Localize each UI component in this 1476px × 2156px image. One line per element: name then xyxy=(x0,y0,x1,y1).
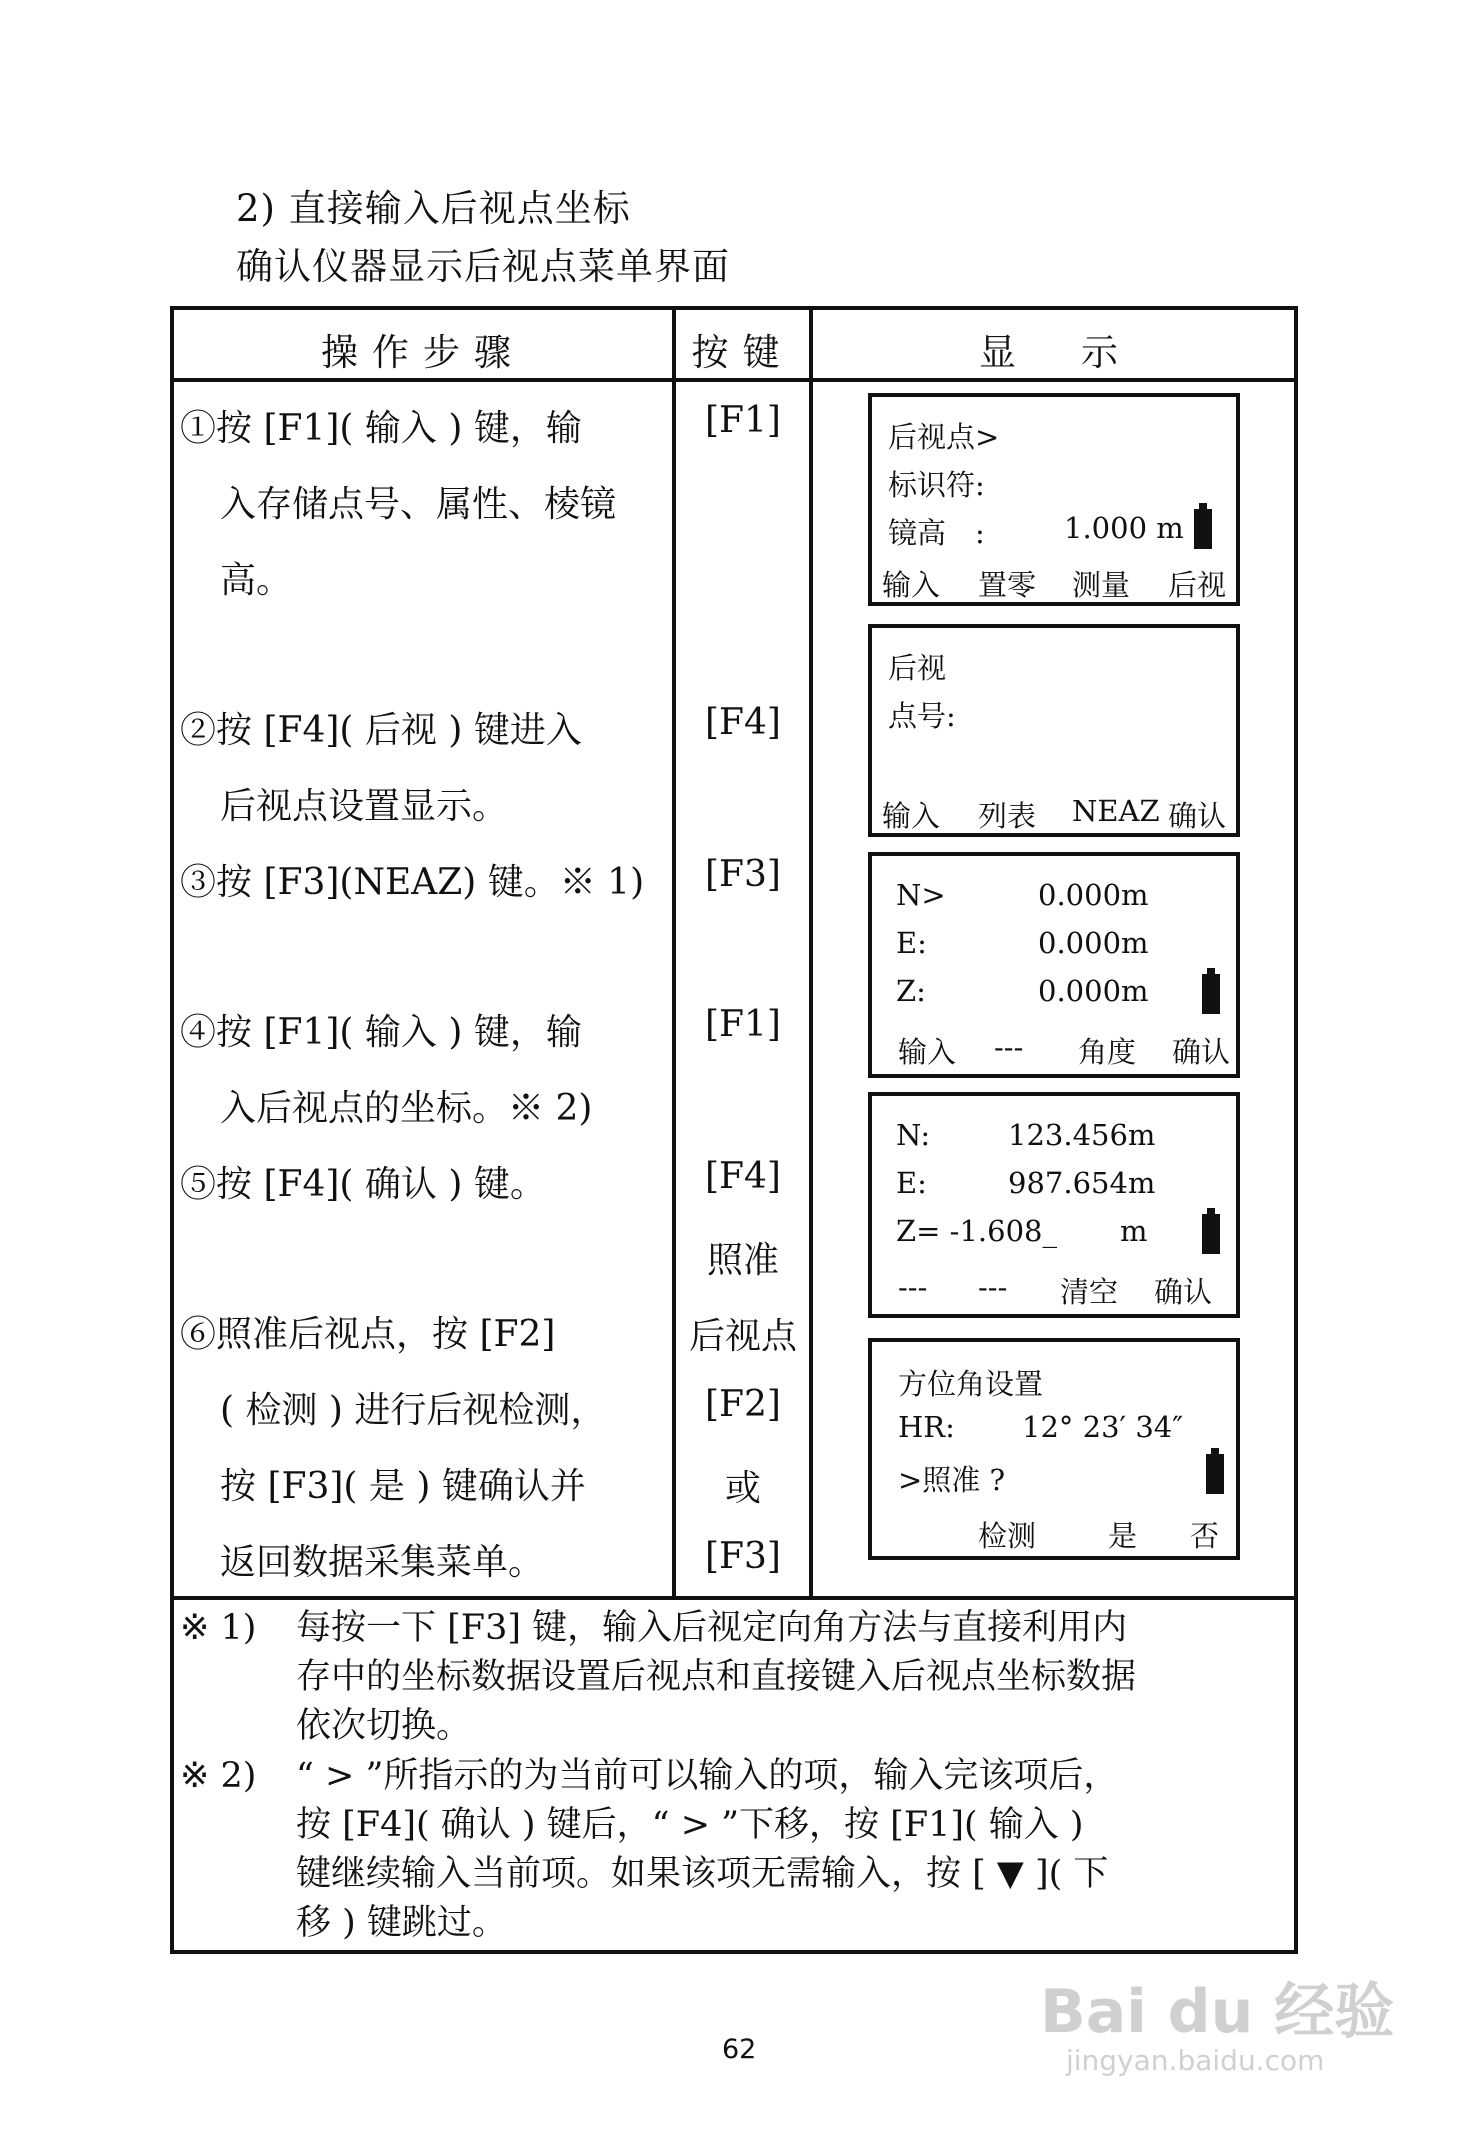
screen-2-line-2: 点号: xyxy=(888,699,956,733)
screen-4-soft-1: --- xyxy=(898,1270,928,1304)
screen-1-soft-3: 测量 xyxy=(1072,568,1131,602)
watermark-logo xyxy=(1040,1964,1394,2050)
column-divider-2 xyxy=(809,306,813,1598)
display-screen-5 xyxy=(868,1338,1240,1560)
step-2-line-2: 后视点设置显示。 xyxy=(220,786,509,827)
header-steps: 操作步骤 xyxy=(321,331,525,374)
screen-3-e-label: E: xyxy=(896,926,927,960)
screen-5-line-3: >照准 ? xyxy=(898,1463,1006,1497)
screen-1-line-3-label: 镜高 : xyxy=(888,516,985,550)
screen-5-hr-label: HR: xyxy=(898,1410,955,1444)
screen-2-line-1: 后视 xyxy=(888,651,947,685)
display-screen-1 xyxy=(868,393,1240,606)
step-4-line-1: ④按 [F1]( 输入 ) 键，输 xyxy=(180,1012,582,1053)
screen-4-e-label: E: xyxy=(896,1166,927,1200)
step-2-line-1: ②按 [F4]( 后视 ) 键进入 xyxy=(180,710,582,751)
screen-3-e-value: 0.000m xyxy=(1038,926,1149,960)
step-6-line-3: 按 [F3]( 是 ) 键确认并 xyxy=(220,1466,586,1507)
screen-2-soft-2: 列表 xyxy=(978,799,1037,833)
display-screen-2 xyxy=(868,624,1240,837)
watermark-url: jingyan.baidu.com xyxy=(1066,2044,1325,2077)
header-keys: 按键 xyxy=(691,331,794,374)
screen-1-soft-1: 输入 xyxy=(882,568,941,602)
key-f1-step4: [F1] xyxy=(705,1004,781,1045)
screen-4-soft-2: --- xyxy=(978,1270,1008,1304)
note-1-mark: ※ 1) xyxy=(180,1608,257,1648)
step-5-line-1: ⑤按 [F4]( 确认 ) 键。 xyxy=(180,1164,546,1205)
screen-1-soft-2: 置零 xyxy=(978,568,1037,602)
note-2-line-1: “ > ”所指示的为当前可以输入的项，输入完该项后， xyxy=(296,1756,1119,1796)
screen-4-n-label: N: xyxy=(896,1118,931,1152)
battery-icon xyxy=(1202,1214,1220,1254)
screen-5-soft-2: 是 xyxy=(1108,1519,1138,1553)
step-3-line-1: ③按 [F3](NEAZ) 键。※ 1) xyxy=(180,862,645,903)
step-6-line-4: 返回数据采集菜单。 xyxy=(220,1542,545,1583)
key-f2-step6: [F2] xyxy=(705,1384,781,1425)
note-2-line-2: 按 [F4]( 确认 ) 键后，“ > ”下移，按 [F1]( 输入 ) xyxy=(296,1805,1084,1845)
note-1-line-1: 每按一下 [F3] 键，输入后视定向角方法与直接利用内 xyxy=(296,1608,1128,1648)
key-f4-step5: [F4] xyxy=(705,1156,781,1197)
key-f3-step6: [F3] xyxy=(705,1536,781,1577)
step-1-line-2: 入存储点号、属性、棱镜 xyxy=(220,484,617,525)
display-screen-4 xyxy=(868,1092,1240,1318)
screen-4-z-input: Z= -1.608_ xyxy=(896,1214,1057,1248)
screen-3-z-value: 0.000m xyxy=(1038,974,1149,1008)
screen-2-soft-4: 确认 xyxy=(1168,799,1227,833)
key-f1-step1: [F1] xyxy=(705,400,781,441)
note-1-line-2: 存中的坐标数据设置后视点和直接键入后视点坐标数据 xyxy=(296,1657,1137,1697)
page-number: 62 xyxy=(722,2034,757,2065)
screen-3-soft-4: 确认 xyxy=(1172,1035,1231,1069)
section-subheading: 确认仪器显示后视点菜单界面 xyxy=(236,245,730,288)
screen-5-hr-value: 12° 23′ 34″ xyxy=(1022,1410,1184,1444)
step-1-line-3: 高。 xyxy=(220,560,293,601)
screen-2-soft-1: 输入 xyxy=(882,799,941,833)
screen-3-soft-1: 输入 xyxy=(898,1035,957,1069)
step-6-line-1: ⑥照准后视点，按 [F2] xyxy=(180,1314,556,1355)
screen-1-soft-4: 后视 xyxy=(1168,568,1227,602)
screen-3-n-value: 0.000m xyxy=(1038,878,1149,912)
watermark-brand: Bai du 经验 xyxy=(1040,1977,1395,2047)
screen-4-z-unit: m xyxy=(1120,1214,1148,1248)
key-or: 或 xyxy=(724,1468,761,1509)
key-f3-step3: [F3] xyxy=(705,854,781,895)
screen-3-n-label: N> xyxy=(896,878,946,912)
key-aim: 照准 xyxy=(706,1240,779,1281)
battery-icon xyxy=(1194,509,1212,549)
key-backsight: 后视点 xyxy=(688,1316,797,1357)
screen-2-soft-3: NEAZ xyxy=(1072,794,1160,828)
note-1-line-3: 依次切换。 xyxy=(296,1706,472,1746)
screen-3-soft-2: --- xyxy=(994,1030,1024,1064)
note-2-line-4: 移 ) 键跳过。 xyxy=(296,1903,507,1943)
screen-3-z-label: Z: xyxy=(896,974,926,1008)
step-1-line-1: ①按 [F1]( 输入 ) 键，输 xyxy=(180,408,582,449)
screen-3-soft-3: 角度 xyxy=(1078,1035,1137,1069)
screen-4-soft-4: 确认 xyxy=(1154,1275,1213,1309)
note-2-line-3: 键继续输入当前项。如果该项无需输入，按 [ ▼ ]( 下 xyxy=(296,1854,1109,1894)
screen-5-soft-1: 检测 xyxy=(978,1519,1037,1553)
screen-4-soft-3: 清空 xyxy=(1060,1275,1119,1309)
display-screen-3 xyxy=(868,852,1240,1078)
header-display: 显 示 xyxy=(979,331,1132,374)
screen-5-line-1: 方位角设置 xyxy=(898,1367,1044,1401)
column-divider-1 xyxy=(672,306,676,1598)
header-divider xyxy=(170,378,1298,382)
screen-1-line-1: 后视点> xyxy=(888,420,1000,454)
screen-5-soft-3: 否 xyxy=(1190,1519,1220,1553)
step-4-line-2: 入后视点的坐标。※ 2) xyxy=(220,1088,593,1129)
screen-1-line-3-value: 1.000 m xyxy=(1064,511,1184,545)
step-6-line-2: ( 检测 ) 进行后视检测， xyxy=(220,1390,607,1431)
screen-4-e-value: 987.654m xyxy=(1008,1166,1156,1200)
screen-1-line-2: 标识符: xyxy=(888,468,985,502)
screen-4-n-value: 123.456m xyxy=(1008,1118,1156,1152)
section-heading: 2) 直接输入后视点坐标 xyxy=(236,187,631,230)
key-f4-step2: [F4] xyxy=(705,702,781,743)
note-2-mark: ※ 2) xyxy=(180,1756,257,1796)
battery-icon xyxy=(1206,1454,1224,1494)
battery-icon xyxy=(1202,974,1220,1014)
